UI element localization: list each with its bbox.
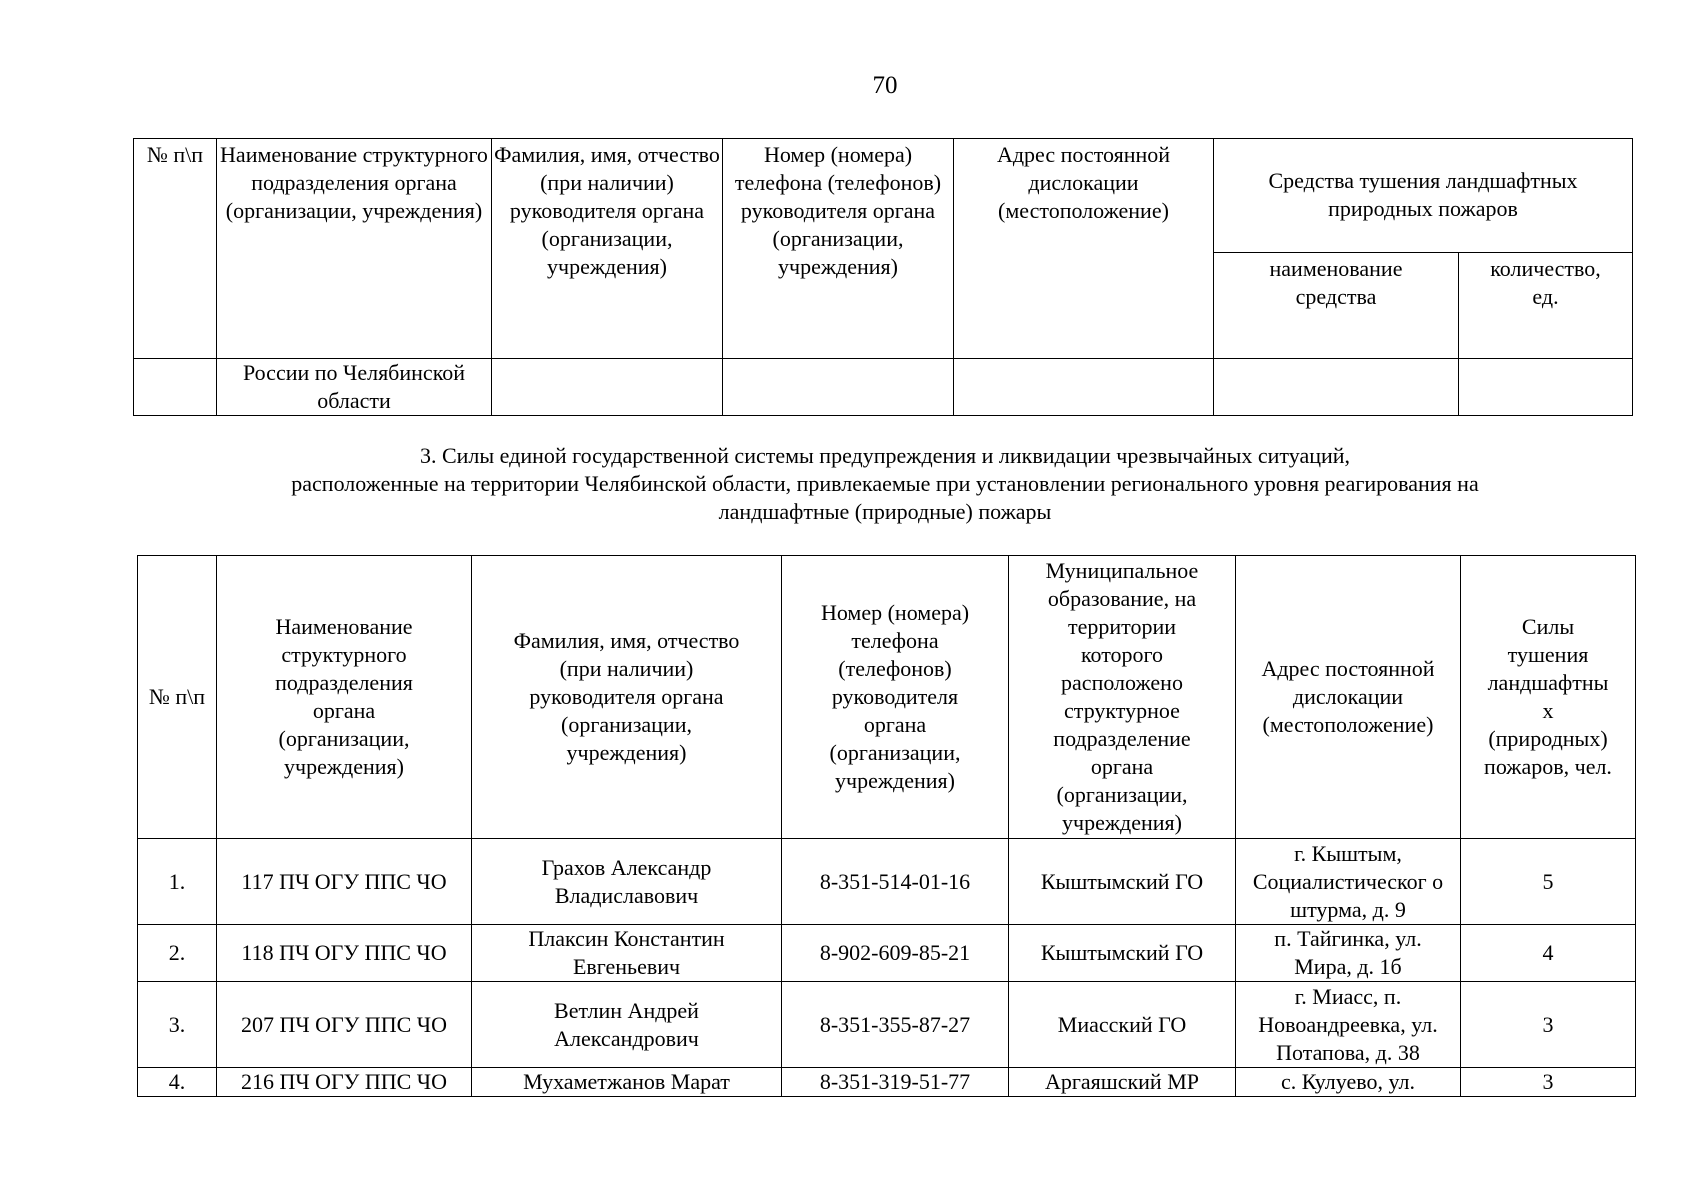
cell-unit: 207 ПЧ ОГУ ППС ЧО bbox=[217, 982, 472, 1068]
cell-head: Ветлин Андрей Александрович bbox=[472, 982, 782, 1068]
section-title-line: ландшафтные (природные) пожары bbox=[718, 499, 1052, 524]
cell-phone: 8-902-609-85-21 bbox=[782, 925, 1009, 982]
header-address: Адрес постоянной дислокации (местоположение) bbox=[1236, 556, 1461, 839]
cell-address: г. Кыштым, Социалистическог о штурма, д. 9 bbox=[1236, 839, 1461, 925]
cell-unit: 216 ПЧ ОГУ ППС ЧО bbox=[217, 1068, 472, 1097]
cell-forces: 5 bbox=[1461, 839, 1636, 925]
cell-address: с. Кулуево, ул. bbox=[1236, 1068, 1461, 1097]
cell-means-name bbox=[1214, 359, 1459, 416]
cell-unit-name: России по Челябинской области bbox=[217, 359, 492, 416]
table-top-continuation bbox=[133, 138, 1633, 416]
header-phone: Номер (номера) телефона (телефонов) руководителя органа (организации, учреждения) bbox=[723, 139, 954, 359]
cell-municipality: Аргаяшский МР bbox=[1009, 1068, 1236, 1097]
header-head-name: Фамилия, имя, отчество (при наличии) руководителя органа (организации, учреждения) bbox=[492, 139, 723, 359]
header-address: Адрес постоянной дислокации (местоположение) bbox=[954, 139, 1214, 359]
header-unit-name: Наименование структурного подразделения органа (организации, учреждения) bbox=[217, 139, 492, 359]
header-unit-name: Наименование структурного подразделения органа (организации, учреждения) bbox=[217, 556, 472, 839]
cell-num: 1. bbox=[138, 839, 217, 925]
cell-unit: 118 ПЧ ОГУ ППС ЧО bbox=[217, 925, 472, 982]
cell-phone bbox=[723, 359, 954, 416]
header-phone: Номер (номера) телефона (телефонов) руководителя органа (организации, учреждения) bbox=[782, 556, 1009, 839]
cell-num: 3. bbox=[138, 982, 217, 1068]
cell-municipality: Кыштымский ГО bbox=[1009, 839, 1236, 925]
header-head-name: Фамилия, имя, отчество (при наличии) руководителя органа (организации, учреждения) bbox=[472, 556, 782, 839]
section-title bbox=[215, 442, 1555, 526]
cell-means-qty bbox=[1459, 359, 1633, 416]
table-row bbox=[134, 359, 1633, 416]
table-forces bbox=[137, 555, 1636, 1097]
header-means-group: Средства тушения ландшафтных природных пожаров bbox=[1214, 139, 1633, 253]
table-row bbox=[138, 1068, 1636, 1097]
cell-address: г. Миасс, п. Новоандреевка, ул. Потапова, д. 38 bbox=[1236, 982, 1461, 1068]
table-row bbox=[138, 839, 1636, 925]
cell-forces: 3 bbox=[1461, 1068, 1636, 1097]
cell-address bbox=[954, 359, 1214, 416]
cell-phone: 8-351-355-87-27 bbox=[782, 982, 1009, 1068]
header-num: № п\п bbox=[138, 556, 217, 839]
cell-head: Плаксин Константин Евгеньевич bbox=[472, 925, 782, 982]
cell-phone: 8-351-514-01-16 bbox=[782, 839, 1009, 925]
cell-address: п. Тайгинка, ул. Мира, д. 1б bbox=[1236, 925, 1461, 982]
cell-unit: 117 ПЧ ОГУ ППС ЧО bbox=[217, 839, 472, 925]
cell-municipality: Кыштымский ГО bbox=[1009, 925, 1236, 982]
cell-forces: 3 bbox=[1461, 982, 1636, 1068]
cell-head: Грахов Александр Владиславович bbox=[472, 839, 782, 925]
header-num: № п\п bbox=[134, 139, 217, 359]
section-title-line: расположенные на территории Челябинской области, привлекаемые при установлении регионального уровня реагирования на bbox=[291, 471, 1479, 496]
cell-head-name bbox=[492, 359, 723, 416]
header-means-name: наименование средства bbox=[1214, 253, 1459, 359]
header-forces: Силы тушения ландшафтны х (природных) пожаров, чел. bbox=[1461, 556, 1636, 839]
page-number: 70 bbox=[872, 72, 898, 99]
table-row bbox=[138, 925, 1636, 982]
cell-num: 4. bbox=[138, 1068, 217, 1097]
cell-head: Мухаметжанов Марат bbox=[472, 1068, 782, 1097]
section-title-line: 3. Силы единой государственной системы предупреждения и ликвидации чрезвычайных ситуаций, bbox=[419, 443, 1351, 468]
header-municipality: Муниципальное образование, на территории которого расположено структурное подразделение органа (организации, учреждения) bbox=[1009, 556, 1236, 839]
cell-municipality: Миасский ГО bbox=[1009, 982, 1236, 1068]
cell-phone: 8-351-319-51-77 bbox=[782, 1068, 1009, 1097]
cell-num: 2. bbox=[138, 925, 217, 982]
table-row bbox=[138, 982, 1636, 1068]
cell-num bbox=[134, 359, 217, 416]
cell-forces: 4 bbox=[1461, 925, 1636, 982]
header-means-qty: количество, ед. bbox=[1459, 253, 1633, 359]
